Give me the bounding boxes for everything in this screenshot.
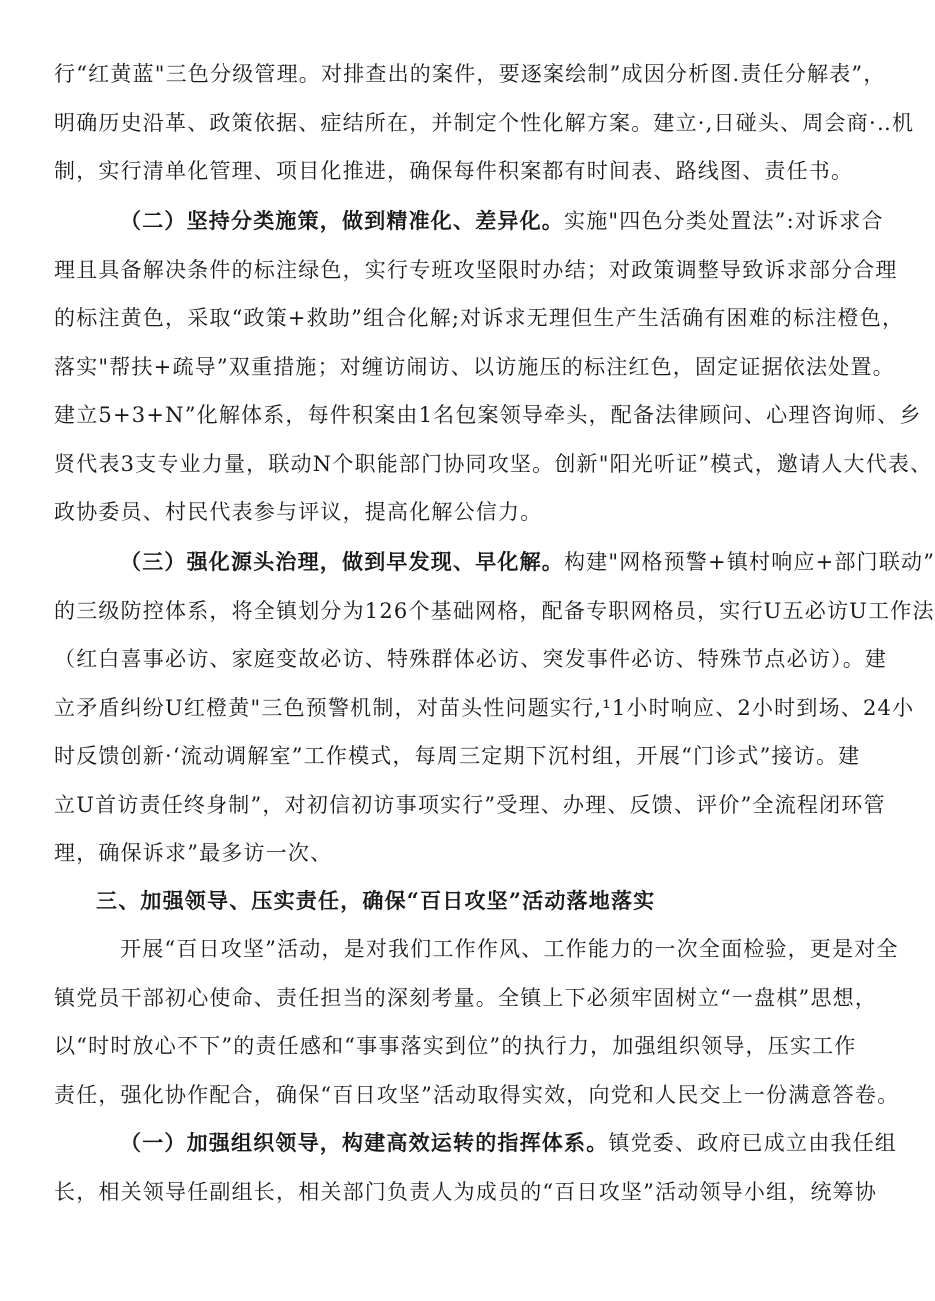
text-line: 责任，强化协作配合，确保“百日攻坚”活动取得实效，向党和人民交上一份满意答卷。 [54,1082,900,1107]
text-span: 镇党委、政府已成立由我任组 [608,1131,898,1155]
paragraph-1 [54,197,933,537]
text-line: 的三级防控体系，将全镇划分为126个基础网格，配备专职网格员，实行U五必访U工作法 [54,598,935,623]
paragraph-3 [54,925,900,1119]
text-line: 制，实行清单化管理、项目化推进，确保每件积案都有时间表、路线图、责任书。 [54,159,854,183]
text-line: 的标注黄色，采取“政策+救助”组合化解;对诉求无理但生产生活确有困难的标注橙色， [54,306,905,330]
paragraph-2 [54,538,935,878]
text-line: 以“时时放心不下”的责任感和“事事落实到位”的执行力，加强组织领导，压实工作 [54,1034,857,1058]
paragraph-0 [54,50,915,196]
section-lead: （一）加强组织领导，构建高效运转的指挥体系。 [120,1130,609,1155]
text-line: 开展“百日攻坚”活动，是对我们工作作风、工作能力的一次全面检验，更是对全 [120,937,899,961]
text-line: 落实"帮扶+疏导”双重措施；对缠访闹访、以访施压的标注红色，固定证据依法处置。 [54,354,895,379]
text-line: 长，相关领导任副组长，相关部门负责人为成员的“百日攻坚”活动领导小组，统筹协 [54,1179,878,1204]
text-line: 贤代表3支专业力量，联动N个职能部门协同攻坚。创新"阳光听证”模式，邀请人大代表、 [54,451,933,476]
text-line [54,538,935,587]
text-span: 实施"四色分类处置法”:对诉求合 [564,209,884,233]
text-line: 立矛盾纠纷U红橙黄"三色预警机制，对苗头性问题实行,¹1小时响应、2小时到场、24小 [54,695,915,720]
text-line [54,197,884,246]
text-line: 建立5+3+N”化解体系，每件积案由1名包案领导牵头，配备法律顾问、心理咨询师、乡 [54,403,922,427]
text-line: 行“红黄蓝"三色分级管理。对排查出的案件，要逐案绘制”成因分析图.责任分解表”， [54,62,886,86]
text-line: 明确历史沿革、政策依据、症结所在，并制定个性化解方案。建立·,日碰头、周会商·‥机 [54,110,915,135]
text-line: 镇党员干部初心使命、责任担当的深刻考量。全镇上下必须牢固树立“一盘棋”思想， [54,985,878,1010]
section-lead: （三）强化源头治理，做到早发现、早化解。 [120,549,564,574]
text-line: 理，确保诉求”最多访一次、 [54,841,333,865]
text-span: 构建"网格预警+镇村响应+部门联动” [564,550,935,574]
text-line: 政协委员、村民代表参与评议，提高化解公信力。 [54,500,543,524]
section-lead: （二）坚持分类施策，做到精准化、差异化。 [120,208,564,233]
text-line [54,1119,898,1168]
text-line: （红白喜事必访、家庭变故必访、特殊群体必访、突发事件必访、特殊节点必访）。建 [54,647,888,671]
text-line: 理且具备解决条件的标注绿色，实行专班攻坚限时办结；对政策调整导致诉求部分合理 [54,257,898,282]
section-heading: 三、加强领导、压实责任，确保“百日攻坚”活动落地落实 [96,888,656,913]
paragraph-4 [54,1119,898,1216]
text-line: 立U首访责任终身制”，对初信初访事项实行”受理、办理、反馈、评价”全流程闭环管 [54,792,886,817]
text-line: 时反馈创新·‘流动调解室”工作模式，每周三定期下沉村组，开展“门诊式”接访。建 [54,744,861,768]
